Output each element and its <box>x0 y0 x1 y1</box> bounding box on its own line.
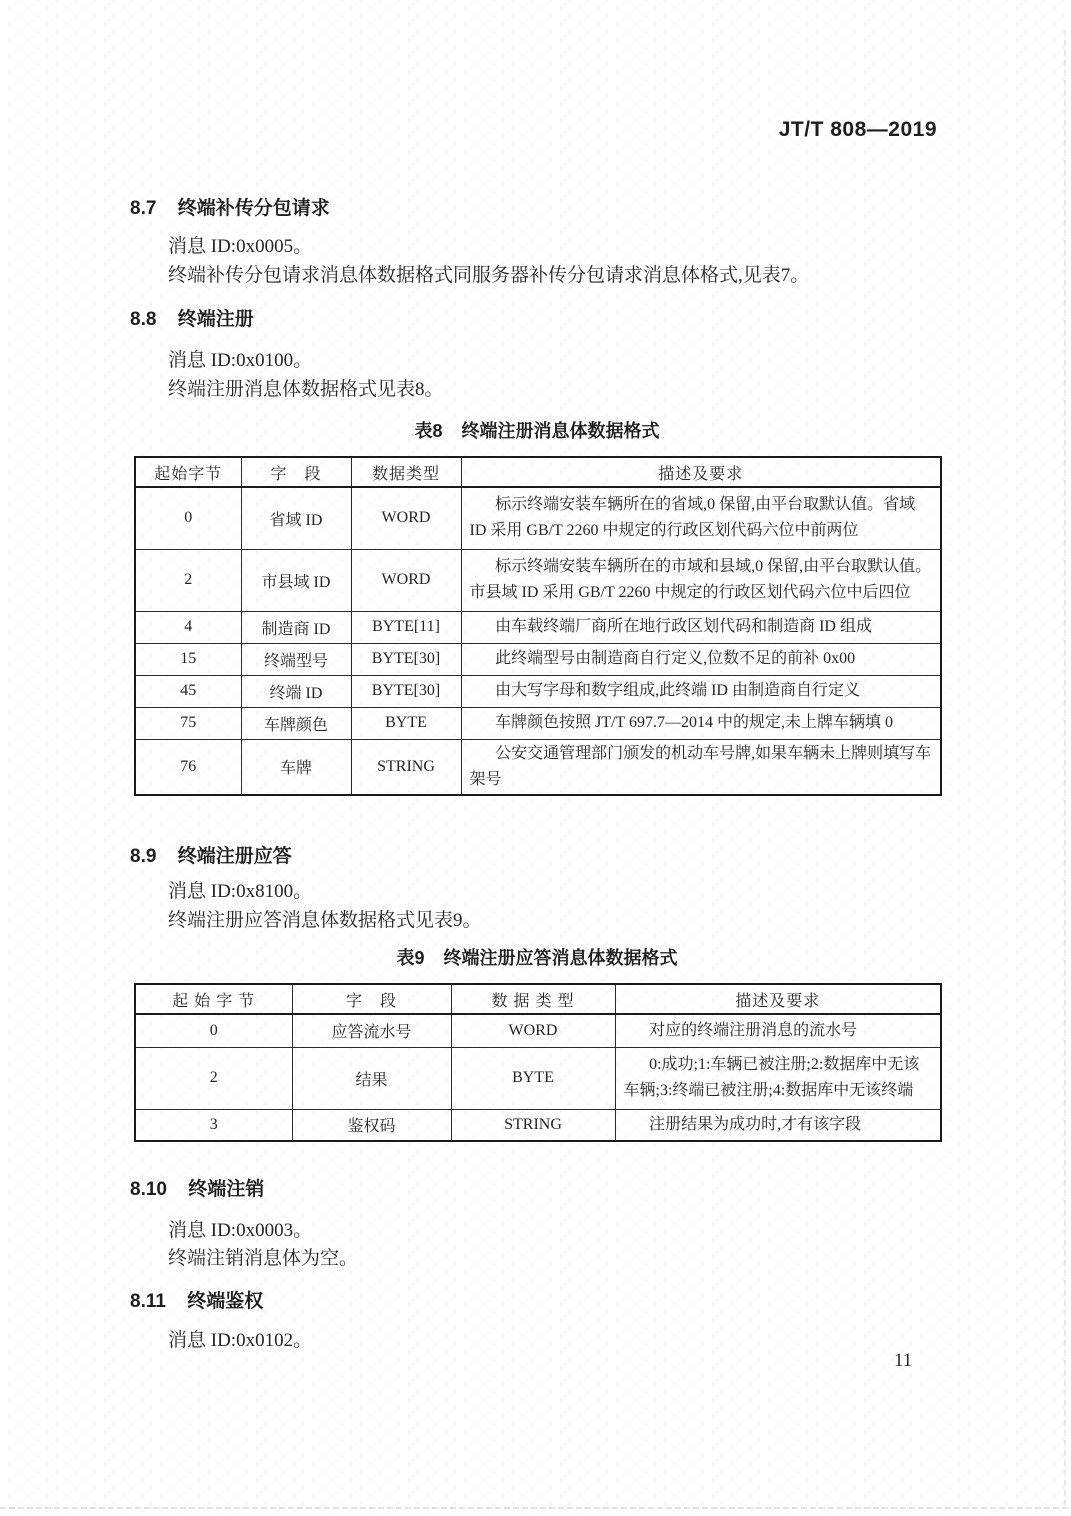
cell-field: 终端型号 <box>241 643 351 675</box>
cell-field: 鉴权码 <box>292 1109 451 1141</box>
paragraph-body-text: 终端注册消息体数据格式见表8。 <box>168 379 444 400</box>
table-9 <box>134 983 942 1142</box>
cell-field: 结果 <box>292 1047 451 1109</box>
section-title: 终端鉴权 <box>187 1291 264 1312</box>
section-heading-8-10 <box>130 1174 264 1201</box>
cell-description: 标示终端安装车辆所在的市域和县域,0 保留,由平台取默认值。市县域 ID 采用 GB/T 2260 中规定的行政区划代码六位中后四位 <box>461 549 941 611</box>
cell-field: 制造商 ID <box>241 611 351 643</box>
column-header-data-type: 数 据 类 型 <box>451 984 615 1014</box>
paragraph-body-text: 终端注销消息体为空。 <box>168 1248 359 1269</box>
cell-start-byte: 0 <box>135 487 241 549</box>
table-row <box>135 1047 941 1109</box>
cell-field: 车牌颜色 <box>241 707 351 739</box>
table-caption-label: 表9 <box>396 948 425 968</box>
table-header-row <box>135 457 941 487</box>
column-header-field: 字 段 <box>292 984 451 1014</box>
section-title: 终端注册 <box>177 309 254 330</box>
standard-code-header: JT/T 808—2019 <box>778 118 937 141</box>
page-number: 11 <box>894 1350 913 1371</box>
cell-start-byte: 75 <box>135 707 241 739</box>
table-row <box>135 707 941 739</box>
column-header-description: 描述及要求 <box>461 457 941 487</box>
cell-data-type: BYTE[30] <box>351 675 461 707</box>
table-row <box>135 1014 941 1047</box>
table-caption-label: 表8 <box>414 421 443 441</box>
cell-start-byte: 2 <box>135 1047 292 1109</box>
paragraph-body-text: 终端注册应答消息体数据格式见表9。 <box>168 910 482 931</box>
column-header-data-type: 数据类型 <box>351 457 461 487</box>
paragraph-message-id: 消息 ID:0x0005。 <box>168 236 313 257</box>
cell-description: 由车载终端厂商所在地行政区划代码和制造商 ID 组成 <box>461 611 941 643</box>
scan-artifact-bottom-edge <box>0 1507 1071 1509</box>
cell-field: 车牌 <box>241 739 351 795</box>
paragraph-message-id: 消息 ID:0x0100。 <box>168 350 313 371</box>
table-8-caption <box>134 417 940 443</box>
cell-start-byte: 4 <box>135 611 241 643</box>
table-header-row <box>135 984 941 1014</box>
section-heading-8-9 <box>130 841 292 868</box>
cell-field: 应答流水号 <box>292 1014 451 1047</box>
column-header-field: 字 段 <box>241 457 351 487</box>
cell-description: 标示终端安装车辆所在的省域,0 保留,由平台取默认值。省域 ID 采用 GB/T 2260 中规定的行政区划代码六位中前两位 <box>461 487 941 549</box>
cell-start-byte: 3 <box>135 1109 292 1141</box>
section-number: 8.8 <box>130 309 157 330</box>
cell-data-type: WORD <box>351 487 461 549</box>
column-header-start-byte: 起 始 字 节 <box>135 984 292 1014</box>
cell-description: 注册结果为成功时,才有该字段 <box>615 1109 941 1141</box>
paragraph-message-id: 消息 ID:0x0102。 <box>168 1330 313 1351</box>
table-caption-title: 终端注册消息体数据格式 <box>461 421 660 441</box>
cell-field: 省域 ID <box>241 487 351 549</box>
cell-start-byte: 2 <box>135 549 241 611</box>
cell-data-type: BYTE[30] <box>351 643 461 675</box>
paragraph-message-id: 消息 ID:0x0003。 <box>168 1220 313 1241</box>
cell-description: 对应的终端注册消息的流水号 <box>615 1014 941 1047</box>
cell-start-byte: 0 <box>135 1014 292 1047</box>
table-row <box>135 611 941 643</box>
cell-start-byte: 76 <box>135 739 241 795</box>
cell-data-type: WORD <box>451 1014 615 1047</box>
cell-data-type: BYTE <box>451 1047 615 1109</box>
cell-data-type: STRING <box>351 739 461 795</box>
cell-description: 车牌颜色按照 JT/T 697.7—2014 中的规定,未上牌车辆填 0 <box>461 707 941 739</box>
cell-data-type: STRING <box>451 1109 615 1141</box>
section-number: 8.11 <box>130 1291 166 1312</box>
cell-start-byte: 15 <box>135 643 241 675</box>
table-9-caption <box>134 944 940 970</box>
scan-artifact-right-edge <box>1064 30 1066 1510</box>
column-header-start-byte: 起始字节 <box>135 457 241 487</box>
section-heading-8-7 <box>130 193 330 220</box>
cell-description: 公安交通管理部门颁发的机动车号牌,如果车辆未上牌则填写车架号 <box>461 739 941 795</box>
section-heading-8-8 <box>130 304 254 331</box>
table-row <box>135 675 941 707</box>
paragraph-body-text: 终端补传分包请求消息体数据格式同服务器补传分包请求消息体格式,见表7。 <box>168 265 810 286</box>
table-row <box>135 487 941 549</box>
cell-field: 终端 ID <box>241 675 351 707</box>
section-title: 终端注册应答 <box>177 846 292 867</box>
table-8 <box>134 456 942 796</box>
section-title: 终端注销 <box>188 1179 265 1200</box>
table-row <box>135 643 941 675</box>
cell-description: 此终端型号由制造商自行定义,位数不足的前补 0x00 <box>461 643 941 675</box>
column-header-description: 描述及要求 <box>615 984 941 1014</box>
cell-data-type: BYTE[11] <box>351 611 461 643</box>
table-row <box>135 549 941 611</box>
cell-data-type: WORD <box>351 549 461 611</box>
section-number: 8.10 <box>130 1179 167 1200</box>
cell-description: 由大写字母和数字组成,此终端 ID 由制造商自行定义 <box>461 675 941 707</box>
paragraph-message-id: 消息 ID:0x8100。 <box>168 881 313 902</box>
section-number: 8.7 <box>130 198 157 219</box>
cell-start-byte: 45 <box>135 675 241 707</box>
section-number: 8.9 <box>130 846 157 867</box>
section-title: 终端补传分包请求 <box>177 198 330 219</box>
section-heading-8-11 <box>130 1286 263 1313</box>
cell-data-type: BYTE <box>351 707 461 739</box>
cell-description: 0:成功;1:车辆已被注册;2:数据库中无该车辆;3:终端已被注册;4:数据库中无该终端 <box>615 1047 941 1109</box>
table-caption-title: 终端注册应答消息体数据格式 <box>443 948 678 968</box>
table-row <box>135 1109 941 1141</box>
cell-field: 市县域 ID <box>241 549 351 611</box>
table-row <box>135 739 941 795</box>
